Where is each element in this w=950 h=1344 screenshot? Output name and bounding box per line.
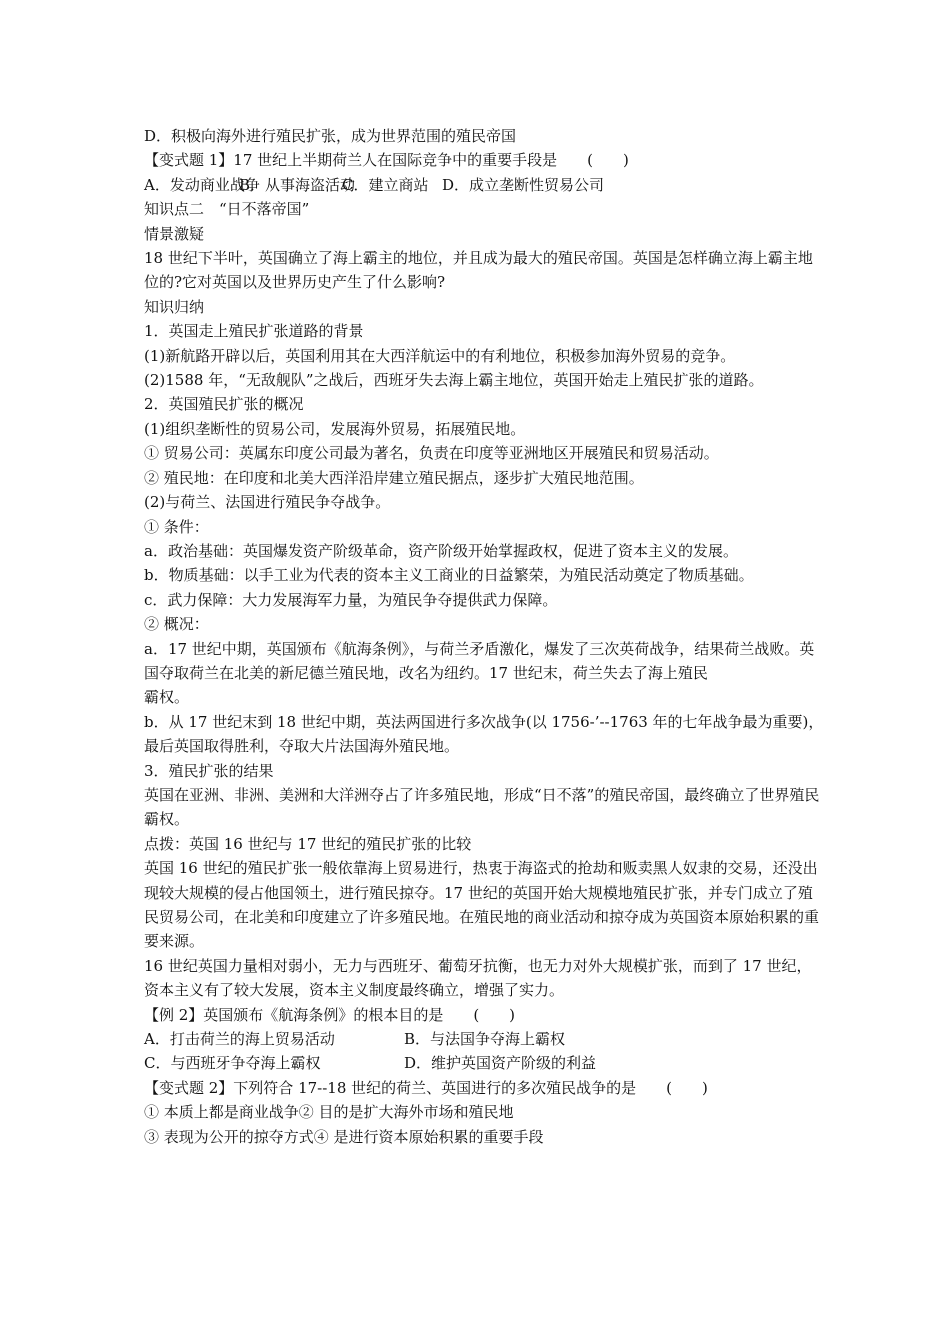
subheading: 情景激疑 (144, 224, 205, 243)
example-question-2: 【例 2】英国颁布《航海条例》的根本目的是 ( ) (144, 1005, 516, 1024)
option-d: D．成立垄断性贸易公司 (442, 175, 605, 194)
option-d: D．维护英国资产阶级的利益 (404, 1054, 597, 1073)
paragraph: 英国 16 世纪的殖民扩张一般依靠海上贸易进行，热衷于海盗式的抢劫和贩卖黑人奴隶的交易，还没出现较大规模的侵占他国领土，进行殖民掠夺。17 世纪的英国开始大规模地殖民扩张，并专门成立了殖民贸易公司，在北美和印度建立了许多殖民地。在殖民地的商业活动和掠夺成为英国资本原始积累的重要来源。 (144, 859, 820, 951)
paragraph: a．政治基础：英国爆发资产阶级革命，资产阶级开始掌握政权，促进了资本主义的发展。 (144, 541, 738, 560)
paragraph: ① 贸易公司：英属东印度公司最为著名，负责在印度等亚洲地区开展殖民和贸易活动。 (144, 444, 719, 463)
paragraph: (2)与荷兰、法国进行殖民争夺战争。 (144, 493, 391, 512)
option-b: B．与法国争夺海上霸权 (404, 1030, 566, 1049)
paragraph: ② 殖民地：在印度和北美大西洋沿岸建立殖民据点，逐步扩大殖民地范围。 (144, 468, 644, 487)
tip-heading: 点拨：英国 16 世纪与 17 世纪的殖民扩张的比较 (144, 834, 472, 853)
option-c: C．建立商站 (342, 175, 429, 194)
question-variant-1-options (144, 173, 824, 197)
example-2-options-row-1 (144, 1027, 824, 1051)
section-heading: 知识点二 “日不落帝国” (144, 200, 310, 219)
paragraph: c．武力保障：大力发展海军力量，为殖民争夺提供武力保障。 (144, 590, 558, 609)
numbered-heading: 3．殖民扩张的结果 (144, 761, 274, 780)
option-b: B．从事海盗活动 (239, 175, 356, 194)
paragraph: (2)1588 年，“无敌舰队”之战后，西班牙失去海上霸主地位，英国开始走上殖民扩张的道路。 (144, 371, 764, 390)
paragraph: (1)新航路开辟以后，英国利用其在大西洋航运中的有利地位，积极参加海外贸易的竞争。 (144, 346, 736, 365)
paragraph: 霸权。 (144, 688, 190, 707)
paragraph: ① 条件： (144, 517, 209, 536)
document-body (144, 124, 824, 1149)
statement-line: ① 本质上都是商业战争② 目的是扩大海外市场和殖民地 (144, 1103, 514, 1122)
numbered-heading: 1．英国走上殖民扩张道路的背景 (144, 322, 364, 341)
paragraph: 16 世纪英国力量相对弱小，无力与西班牙、葡萄牙抗衡，也无力对外大规模扩张，而到了 17 世纪，资本主义有了较大发展，资本主义制度最终确立，增强了实力。 (144, 956, 812, 1000)
paragraph: a．17 世纪中期，英国颁布《航海条例》，与荷兰矛盾激化，爆发了三次英荷战争，结果荷兰战败。英国夺取荷兰在北美的新尼德兰殖民地，改名为纽约。17 世纪末，荷兰失去了海上殖民 (144, 639, 815, 682)
example-2-options-row-2 (144, 1051, 824, 1075)
option-line: D．积极向海外进行殖民扩张，成为世界范围的殖民帝国 (144, 127, 517, 145)
paragraph: (1)组织垄断性的贸易公司，发展海外贸易，拓展殖民地。 (144, 419, 526, 438)
question-variant-1: 【变式题 1】17 世纪上半期荷兰人在国际竞争中的重要手段是 ( ) (144, 151, 629, 170)
question-variant-2: 【变式题 2】下列符合 17--18 世纪的荷兰、英国进行的多次殖民战争的是 ( ) (144, 1078, 708, 1097)
paragraph: ② 概况： (144, 615, 209, 634)
option-c: C．与西班牙争夺海上霸权 (144, 1054, 321, 1073)
option-a: A．打击荷兰的海上贸易活动 (144, 1030, 335, 1049)
paragraph: 英国在亚洲、非洲、美洲和大洋洲夺占了许多殖民地，形成“日不落”的殖民帝国，最终确立了世界殖民霸权。 (144, 785, 820, 829)
numbered-heading: 2．英国殖民扩张的概况 (144, 395, 304, 414)
paragraph: b．从 17 世纪末到 18 世纪中期，英法两国进行多次战争(以 1756-’--1763 年的七年战争最为重要)，最后英国取得胜利，夺取大片法国海外殖民地。 (144, 712, 824, 756)
statement-line: ③ 表现为公开的掠夺方式④ 是进行资本原始积累的重要手段 (144, 1127, 544, 1146)
paragraph: 18 世纪下半叶，英国确立了海上霸主的地位，并且成为最大的殖民帝国。英国是怎样确立海上霸主地位的?它对英国以及世界历史产生了什么影响? (144, 249, 813, 292)
option-a: A．发动商业战争 (144, 175, 260, 194)
subheading: 知识归纳 (144, 297, 205, 316)
paragraph: b．物质基础：以手工业为代表的资本主义工商业的日益繁荣，为殖民活动奠定了物质基础。 (144, 566, 754, 585)
